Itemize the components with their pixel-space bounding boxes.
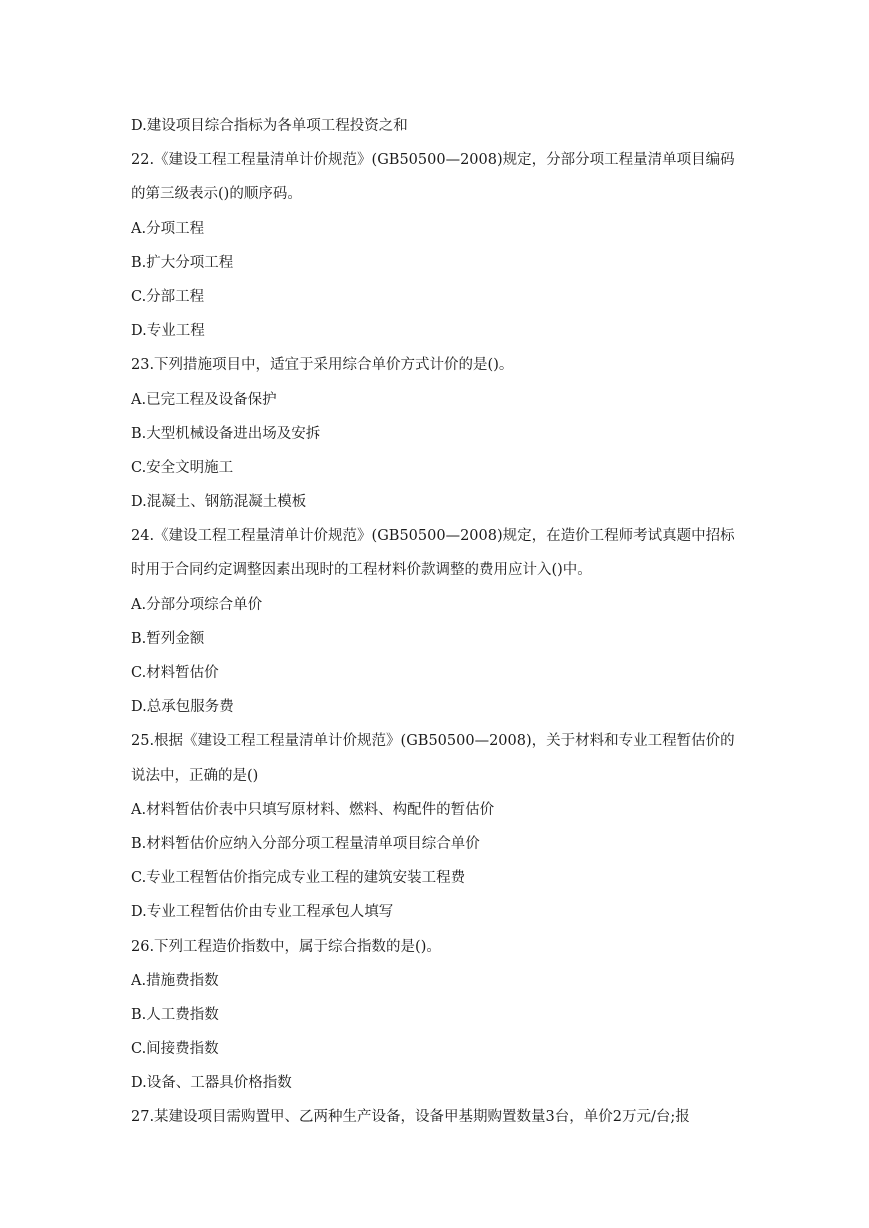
option-b-q23: B.大型机械设备进出场及安拆 [131, 425, 321, 442]
option-b-q25: B.材料暂估价应纳入分部分项工程量清单项目综合单价 [131, 835, 480, 852]
question-24-line-1: 24.《建设工程工程量清单计价规范》(GB50500—2008)规定，在造价工程师考试真题中招标 [131, 528, 735, 545]
document-body [131, 109, 751, 1135]
question-27-line-1: 27.某建设项目需购置甲、乙两种生产设备，设备甲基期购置数量3台，单价2万元/台;报 [131, 1109, 690, 1126]
option-b-q26: B.人工费指数 [131, 1006, 219, 1023]
question-22-line-1: 22.《建设工程工程量清单计价规范》(GB50500—2008)规定，分部分项工程量清单项目编码 [131, 152, 735, 169]
option-d-q23: D.混凝土、钢筋混凝土模板 [131, 494, 307, 511]
question-25-line-2: 说法中，正确的是() [131, 767, 259, 784]
option-d-q24: D.总承包服务费 [131, 699, 234, 716]
option-a-q22: A.分项工程 [131, 220, 205, 237]
question-26: 26.下列工程造价指数中，属于综合指数的是()。 [131, 938, 441, 955]
option-d-q22: D.专业工程 [131, 323, 205, 340]
option-b-q24: B.暂列金额 [131, 630, 205, 647]
option-d-q25: D.专业工程暂估价由专业工程承包人填写 [131, 904, 394, 921]
option-d-q21: D.建设项目综合指标为各单项工程投资之和 [131, 118, 408, 134]
option-c-q24: C.材料暂估价 [131, 665, 219, 681]
option-b-q22: B.扩大分项工程 [131, 254, 234, 271]
option-a-q26: A.措施费指数 [131, 972, 219, 989]
option-c-q26: C.间接费指数 [131, 1041, 219, 1058]
option-a-q25: A.材料暂估价表中只填写原材料、燃料、构配件的暂估价 [131, 801, 495, 818]
question-24-line-2: 时用于合同约定调整因素出现时的工程材料价款调整的费用应计入()中。 [131, 562, 592, 579]
question-25-line-1: 25.根据《建设工程工程量清单计价规范》(GB50500—2008)，关于材料和专业工程暂估价的 [131, 733, 735, 750]
question-22-line-2: 的第三级表示()的顺序码。 [131, 186, 302, 203]
option-c-q25: C.专业工程暂估价指完成专业工程的建筑安装工程费 [131, 870, 466, 887]
option-c-q22: C.分部工程 [131, 288, 205, 305]
option-a-q24: A.分部分项综合单价 [131, 596, 263, 613]
option-a-q23: A.已完工程及设备保护 [131, 391, 277, 408]
question-23: 23.下列措施项目中，适宜于采用综合单价方式计价的是()。 [131, 357, 514, 374]
option-c-q23: C.安全文明施工 [131, 459, 234, 476]
option-d-q26: D.设备、工器具价格指数 [131, 1075, 292, 1092]
